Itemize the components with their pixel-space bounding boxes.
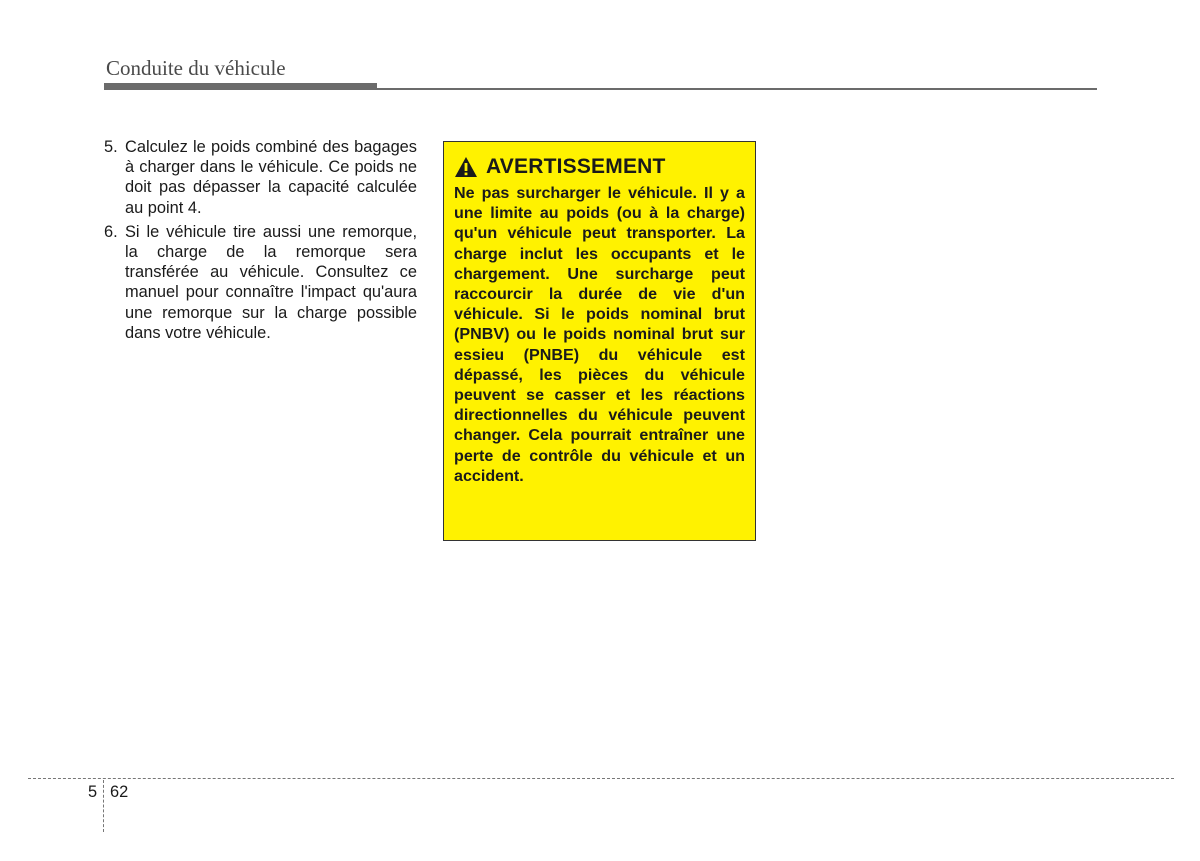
- footer-divider: [28, 778, 1174, 779]
- warning-header: [454, 153, 745, 181]
- instruction-list: [104, 137, 417, 347]
- page-number: 62: [110, 783, 129, 801]
- warning-box: [443, 141, 756, 541]
- warning-triangle-icon: [454, 156, 478, 178]
- header-rule-thin: [104, 88, 1097, 90]
- list-item-5: [104, 137, 417, 218]
- chapter-number: 5: [88, 783, 98, 801]
- warning-body: Ne pas surcharger le véhicule. Il y a une limite au poids (ou à la charge) qu'un véhicule peut transporter. La charge inclut les occupants et le chargement. Une surcharge peut raccourcir la durée de vie d'un véhicule. Si le poids nominal brut (PNBV) ou le poids nominal brut sur essieu (PNBE) du véhicule est dépassé, les pièces du véhicule peuvent se casser et les réactions directionnelles du véhicule peuvent changer. Cela pourrait entraîner une perte de contrôle du véhicule et un accident.: [454, 184, 745, 485]
- item-text: Si le véhicule tire aussi une remorque, la charge de la remorque sera transférée au véhicule. Consultez ce manuel pour connaître l'impact qu'aura une remorque sur la charge possible dans votre véhicule.: [125, 222, 417, 342]
- list-item-6: [104, 222, 417, 343]
- page-header-title: Conduite du véhicule: [106, 56, 286, 80]
- item-number: 6.: [104, 222, 118, 241]
- item-number: 5.: [104, 138, 118, 156]
- warning-title: AVERTISSEMENT: [486, 155, 666, 178]
- item-text: Calculez le poids combiné des bagages à charger dans le véhicule. Ce poids ne doit pas dépasser la capacité calculée au point 4.: [125, 138, 417, 217]
- footer-page-separator: [103, 780, 104, 832]
